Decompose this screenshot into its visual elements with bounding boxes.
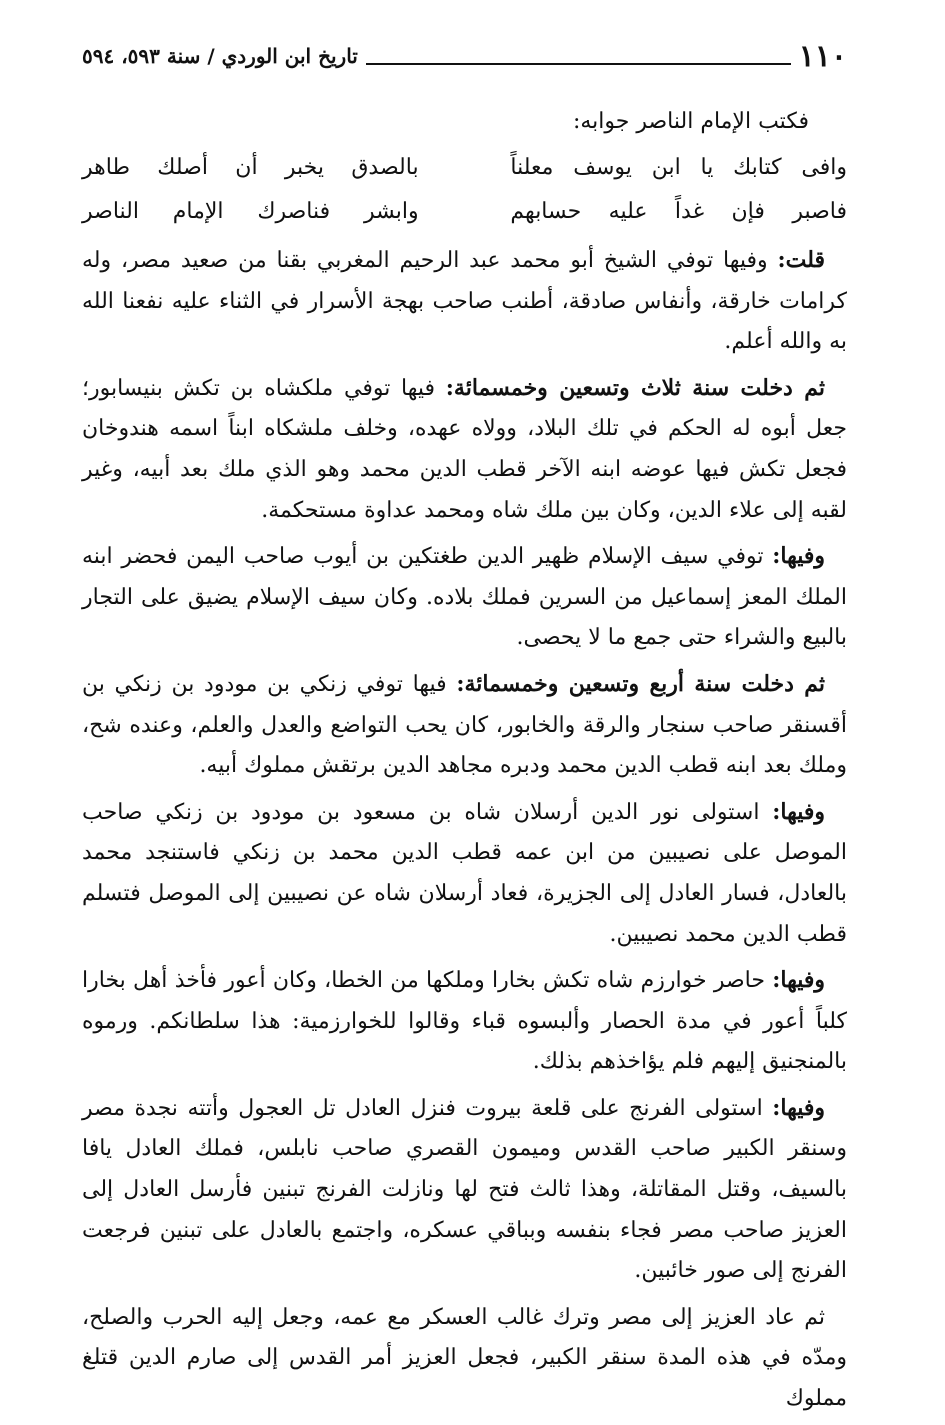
paragraph-text: ثم عاد العزيز إلى مصر وترك غالب العسكر مع عمه، وجعل إليه الحرب والصلح، ومدّه في هذه المدة سنقر الكبير، فجعل العزيز أمر القدس إلى صارم الدين قتلغ مملوك bbox=[82, 1304, 847, 1412]
verse-first-hemistich: فاصبر فإن غداً عليه حسابهم bbox=[510, 198, 847, 224]
paragraph-text: حاصر خوارزم شاه تكش بخارا وملكها من الخطا، وكان أعور فأخذ أهل بخارا كلباً أعور في مدة الحصار وألبسوه قباء وقالوا للخوارزمية: هذا سلطانكم. ورموه بالمنجنيق إليهم فلم يؤاخذهم بذلك. bbox=[82, 968, 847, 1075]
paragraph-text: استولى الفرنج على قلعة بيروت فنزل العادل تل العجول وأتته نجدة مصر وسنقر الكبير صاحب القدس وميمون القصري صاحب نابلس، فملك العادل يافا بالسيف، وقتل المقاتلة، وهذا ثالث فتح لها ونازلت الفرنج تبنين فأرسل العادل إلى العزيز صاحب مصر فجاء بنفسه وبباقي عسكره، واجتمع بالعادل على تبنين فرجعت الفرنج إلى صور خائبين. bbox=[82, 1095, 847, 1284]
verse-first-hemistich: وافى كتابك يا ابن يوسف معلناً bbox=[510, 154, 847, 180]
verse-second-hemistich: بالصدق يخبر أن أصلك طاهر bbox=[82, 154, 419, 180]
paragraph-lead: وفيها: bbox=[772, 1094, 825, 1121]
page-header bbox=[82, 36, 847, 76]
paragraph-text: استولى نور الدين أرسلان شاه بن مسعود بن مودود بن زنكي صاحب الموصل على نصيبين من ابن عمه قطب الدين محمد بن زنكي فاستنجد محمد بالعادل، فسار العادل إلى الجزيرة، فعاد أرسلان شاه عن نصيبين إلى الموصل فتسلم قطب الدين محمد نصيبين. bbox=[82, 799, 847, 947]
poem-intro: فكتب الإمام الناصر جوابه: bbox=[572, 109, 809, 134]
poem-verse bbox=[82, 146, 847, 190]
paragraph bbox=[82, 536, 847, 659]
poem bbox=[82, 146, 847, 234]
header-rule bbox=[366, 63, 791, 65]
paragraph-lead: وفيها: bbox=[772, 543, 825, 570]
paragraph-text: فيها توفي زنكي بن مودود بن زنكي بن أقسنقر صاحب سنجار والرقة والخابور، كان يحب التواضع والعدل والعلم، وعنده شح، وملك بعد ابنه قطب الدين محمد ودبره مجاهد الدين برتقش مملوك أبيه. bbox=[82, 671, 847, 779]
paragraph bbox=[82, 1088, 847, 1292]
paragraph-lead: وفيها: bbox=[772, 967, 825, 994]
paragraph-lead: ثم دخلت سنة أربع وتسعين وخمسمائة: bbox=[456, 670, 825, 697]
paragraph bbox=[82, 1297, 847, 1420]
paragraph-text: فيها توفي ملكشاه بن تكش بنيسابور؛ جعل أبوه له الحكم في تلك البلاد، وولاه عهده، وخلف ملشكاه ابناً اسمه هندوخان فجعل تكش فيها عوضه ابنه الآخر قطب الدين محمد وهو الذي ملك بعد أبيه، وغير لقبه إلى علاء الدين، وكان بين ملك شاه ومحمد عداوة مستحكمة. bbox=[82, 375, 847, 523]
paragraph-lead: وفيها: bbox=[772, 798, 825, 825]
paragraph-lead: ثم دخلت سنة ثلاث وتسعين وخمسمائة: bbox=[445, 374, 825, 401]
paragraph bbox=[82, 664, 847, 787]
page-body bbox=[82, 100, 847, 1425]
paragraph bbox=[82, 792, 847, 955]
paragraph-text: وفيها توفي الشيخ أبو محمد عبد الرحيم المغربي بقنا من صعيد مصر، وله كرامات خارقة، وأنفاس صادقة، أطنب صاحب بهجة الأسرار في الثناء عليه نفعنا الله به والله أعلم. bbox=[82, 248, 847, 355]
verse-second-hemistich: وابشر فناصرك الإمام الناصر bbox=[82, 198, 419, 224]
page-number: ١١٠ bbox=[798, 38, 847, 74]
paragraph bbox=[82, 368, 847, 531]
paragraph-text: توفي سيف الإسلام ظهير الدين طغتكين بن أيوب صاحب اليمن فحضر ابنه الملك المعز إسماعيل من السرين فملك بلاده. وكان سيف الإسلام يضيق على التجار بالبيع والشراء حتى جمع ما لا يحصى. bbox=[82, 544, 847, 651]
paragraph-lead: قلت: bbox=[777, 247, 825, 273]
running-title: تاريخ ابن الوردي / سنة ٥٩٣، ٥٩٤ bbox=[82, 44, 358, 68]
poem-verse bbox=[82, 190, 847, 234]
paragraph bbox=[82, 960, 847, 1083]
paragraph bbox=[82, 240, 847, 363]
